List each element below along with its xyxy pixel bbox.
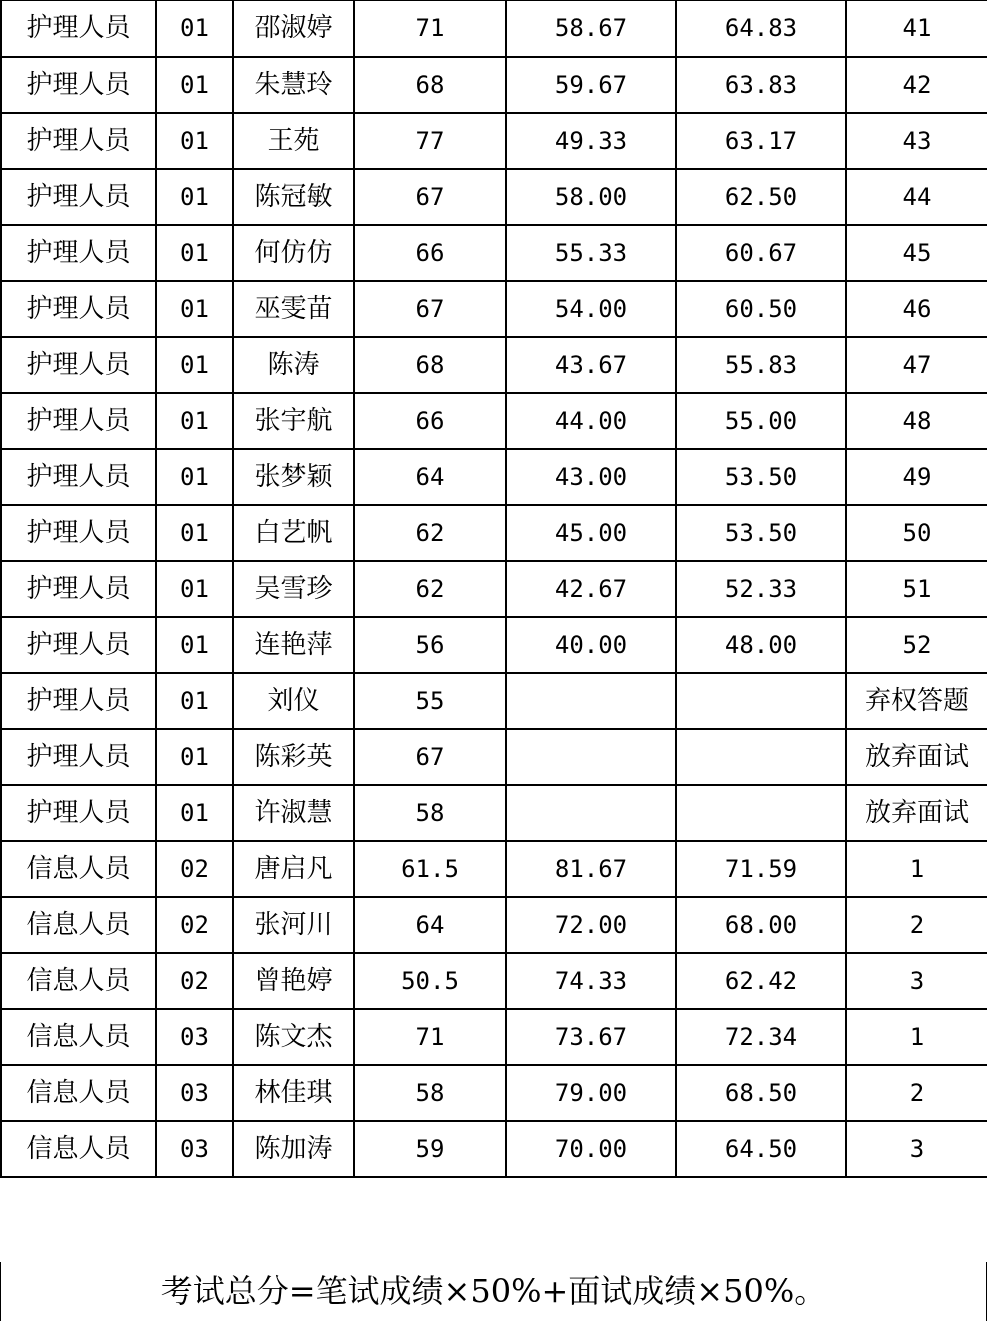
written-score-cell: 61.5 [354, 841, 506, 897]
rank-cell: 1 [846, 1009, 987, 1065]
table-row [1, 1065, 987, 1121]
total-score-cell: 53.50 [676, 449, 846, 505]
total-score-cell: 64.50 [676, 1121, 846, 1177]
table-row [1, 785, 987, 841]
name-cell: 唐启凡 [233, 841, 354, 897]
interview-score-cell [506, 729, 676, 785]
post-code-cell: 02 [156, 897, 233, 953]
interview-score-cell: 59.67 [506, 57, 676, 113]
written-score-cell: 58 [354, 1065, 506, 1121]
post-cell: 信息人员 [1, 1121, 156, 1177]
name-cell: 曾艳婷 [233, 953, 354, 1009]
post-code-cell: 01 [156, 505, 233, 561]
rank-cell: 50 [846, 505, 987, 561]
interview-score-cell: 45.00 [506, 505, 676, 561]
post-code-cell: 01 [156, 337, 233, 393]
name-cell: 张河川 [233, 897, 354, 953]
rank-cell: 弃权答题 [846, 673, 987, 729]
written-score-cell: 62 [354, 505, 506, 561]
post-code-cell: 01 [156, 169, 233, 225]
name-cell: 连艳萍 [233, 617, 354, 673]
table-row [1, 1009, 987, 1065]
name-cell: 张梦颖 [233, 449, 354, 505]
rank-cell: 43 [846, 113, 987, 169]
written-score-cell: 66 [354, 225, 506, 281]
table-row [1, 617, 987, 673]
rank-cell: 42 [846, 57, 987, 113]
interview-score-cell: 49.33 [506, 113, 676, 169]
rank-cell: 48 [846, 393, 987, 449]
table-row [1, 57, 987, 113]
post-cell: 护理人员 [1, 281, 156, 337]
total-score-cell: 71.59 [676, 841, 846, 897]
name-cell: 何仿仿 [233, 225, 354, 281]
post-cell: 护理人员 [1, 393, 156, 449]
score-table-body [1, 1, 987, 1177]
rank-cell: 47 [846, 337, 987, 393]
table-row [1, 953, 987, 1009]
table-row [1, 1121, 987, 1177]
interview-score-cell: 58.67 [506, 1, 676, 57]
table-row [1, 337, 987, 393]
interview-score-cell: 43.67 [506, 337, 676, 393]
post-code-cell: 01 [156, 617, 233, 673]
written-score-cell: 50.5 [354, 953, 506, 1009]
interview-score-cell: 81.67 [506, 841, 676, 897]
written-score-cell: 67 [354, 729, 506, 785]
total-score-cell: 64.83 [676, 1, 846, 57]
table-row [1, 561, 987, 617]
post-code-cell: 03 [156, 1009, 233, 1065]
written-score-cell: 55 [354, 673, 506, 729]
interview-score-cell: 74.33 [506, 953, 676, 1009]
interview-score-cell: 79.00 [506, 1065, 676, 1121]
post-code-cell: 01 [156, 57, 233, 113]
post-cell: 信息人员 [1, 897, 156, 953]
written-score-cell: 71 [354, 1009, 506, 1065]
rank-cell: 3 [846, 953, 987, 1009]
post-code-cell: 01 [156, 673, 233, 729]
post-code-cell: 03 [156, 1065, 233, 1121]
rank-cell: 52 [846, 617, 987, 673]
total-score-cell: 60.50 [676, 281, 846, 337]
post-cell: 信息人员 [1, 1065, 156, 1121]
post-code-cell: 03 [156, 1121, 233, 1177]
total-score-cell: 48.00 [676, 617, 846, 673]
post-cell: 护理人员 [1, 449, 156, 505]
rank-cell: 41 [846, 1, 987, 57]
written-score-cell: 68 [354, 57, 506, 113]
interview-score-cell: 44.00 [506, 393, 676, 449]
total-score-cell [676, 673, 846, 729]
total-score-cell: 68.50 [676, 1065, 846, 1121]
post-cell: 护理人员 [1, 729, 156, 785]
name-cell: 陈涛 [233, 337, 354, 393]
name-cell: 陈加涛 [233, 1121, 354, 1177]
post-cell: 信息人员 [1, 1009, 156, 1065]
post-code-cell: 01 [156, 785, 233, 841]
total-score-cell: 72.34 [676, 1009, 846, 1065]
table-row [1, 841, 987, 897]
interview-score-cell: 55.33 [506, 225, 676, 281]
name-cell: 陈冠敏 [233, 169, 354, 225]
table-row [1, 1, 987, 57]
total-score-cell: 62.42 [676, 953, 846, 1009]
table-row [1, 449, 987, 505]
total-score-cell: 60.67 [676, 225, 846, 281]
total-score-cell: 63.83 [676, 57, 846, 113]
interview-score-cell: 43.00 [506, 449, 676, 505]
post-cell: 护理人员 [1, 505, 156, 561]
table-row [1, 113, 987, 169]
table-row [1, 897, 987, 953]
name-cell: 陈彩英 [233, 729, 354, 785]
interview-score-cell: 58.00 [506, 169, 676, 225]
written-score-cell: 64 [354, 449, 506, 505]
interview-score-cell [506, 673, 676, 729]
name-cell: 朱慧玲 [233, 57, 354, 113]
post-cell: 信息人员 [1, 953, 156, 1009]
post-cell: 护理人员 [1, 561, 156, 617]
name-cell: 张宇航 [233, 393, 354, 449]
total-score-cell: 52.33 [676, 561, 846, 617]
rank-cell: 2 [846, 897, 987, 953]
table-row [1, 225, 987, 281]
total-score-cell [676, 785, 846, 841]
total-score-cell: 68.00 [676, 897, 846, 953]
name-cell: 邵淑婷 [233, 1, 354, 57]
total-score-cell: 53.50 [676, 505, 846, 561]
total-score-cell [676, 729, 846, 785]
rank-cell: 放弃面试 [846, 729, 987, 785]
written-score-cell: 68 [354, 337, 506, 393]
post-cell: 护理人员 [1, 785, 156, 841]
name-cell: 林佳琪 [233, 1065, 354, 1121]
interview-score-cell [506, 785, 676, 841]
written-score-cell: 77 [354, 113, 506, 169]
post-cell: 护理人员 [1, 617, 156, 673]
name-cell: 许淑慧 [233, 785, 354, 841]
post-cell: 护理人员 [1, 57, 156, 113]
rank-cell: 2 [846, 1065, 987, 1121]
total-score-cell: 55.00 [676, 393, 846, 449]
interview-score-cell: 42.67 [506, 561, 676, 617]
post-cell: 护理人员 [1, 337, 156, 393]
written-score-cell: 67 [354, 169, 506, 225]
post-code-cell: 01 [156, 449, 233, 505]
table-row [1, 729, 987, 785]
table-row [1, 505, 987, 561]
post-code-cell: 01 [156, 561, 233, 617]
total-score-cell: 55.83 [676, 337, 846, 393]
post-code-cell: 01 [156, 225, 233, 281]
written-score-cell: 64 [354, 897, 506, 953]
post-code-cell: 02 [156, 953, 233, 1009]
written-score-cell: 66 [354, 393, 506, 449]
post-cell: 护理人员 [1, 225, 156, 281]
score-formula-note: 考试总分=笔试成绩×50%+面试成绩×50%。 [0, 1262, 987, 1321]
post-code-cell: 01 [156, 1, 233, 57]
written-score-cell: 62 [354, 561, 506, 617]
table-row [1, 169, 987, 225]
rank-cell: 51 [846, 561, 987, 617]
written-score-cell: 56 [354, 617, 506, 673]
written-score-cell: 59 [354, 1121, 506, 1177]
rank-cell: 46 [846, 281, 987, 337]
table-row [1, 673, 987, 729]
name-cell: 王苑 [233, 113, 354, 169]
rank-cell: 1 [846, 841, 987, 897]
table-row [1, 393, 987, 449]
interview-score-cell: 40.00 [506, 617, 676, 673]
total-score-cell: 63.17 [676, 113, 846, 169]
post-code-cell: 01 [156, 393, 233, 449]
name-cell: 陈文杰 [233, 1009, 354, 1065]
post-code-cell: 01 [156, 729, 233, 785]
rank-cell: 3 [846, 1121, 987, 1177]
post-code-cell: 01 [156, 113, 233, 169]
total-score-cell: 62.50 [676, 169, 846, 225]
table-row [1, 281, 987, 337]
name-cell: 巫雯苗 [233, 281, 354, 337]
written-score-cell: 71 [354, 1, 506, 57]
written-score-cell: 67 [354, 281, 506, 337]
written-score-cell: 58 [354, 785, 506, 841]
post-cell: 护理人员 [1, 673, 156, 729]
rank-cell: 45 [846, 225, 987, 281]
post-cell: 护理人员 [1, 113, 156, 169]
interview-score-cell: 72.00 [506, 897, 676, 953]
rank-cell: 44 [846, 169, 987, 225]
post-cell: 护理人员 [1, 169, 156, 225]
name-cell: 吴雪珍 [233, 561, 354, 617]
interview-score-cell: 54.00 [506, 281, 676, 337]
rank-cell: 49 [846, 449, 987, 505]
interview-score-cell: 73.67 [506, 1009, 676, 1065]
post-cell: 信息人员 [1, 841, 156, 897]
post-code-cell: 01 [156, 281, 233, 337]
post-code-cell: 02 [156, 841, 233, 897]
post-cell: 护理人员 [1, 1, 156, 57]
name-cell: 刘仪 [233, 673, 354, 729]
rank-cell: 放弃面试 [846, 785, 987, 841]
interview-score-cell: 70.00 [506, 1121, 676, 1177]
name-cell: 白艺帆 [233, 505, 354, 561]
